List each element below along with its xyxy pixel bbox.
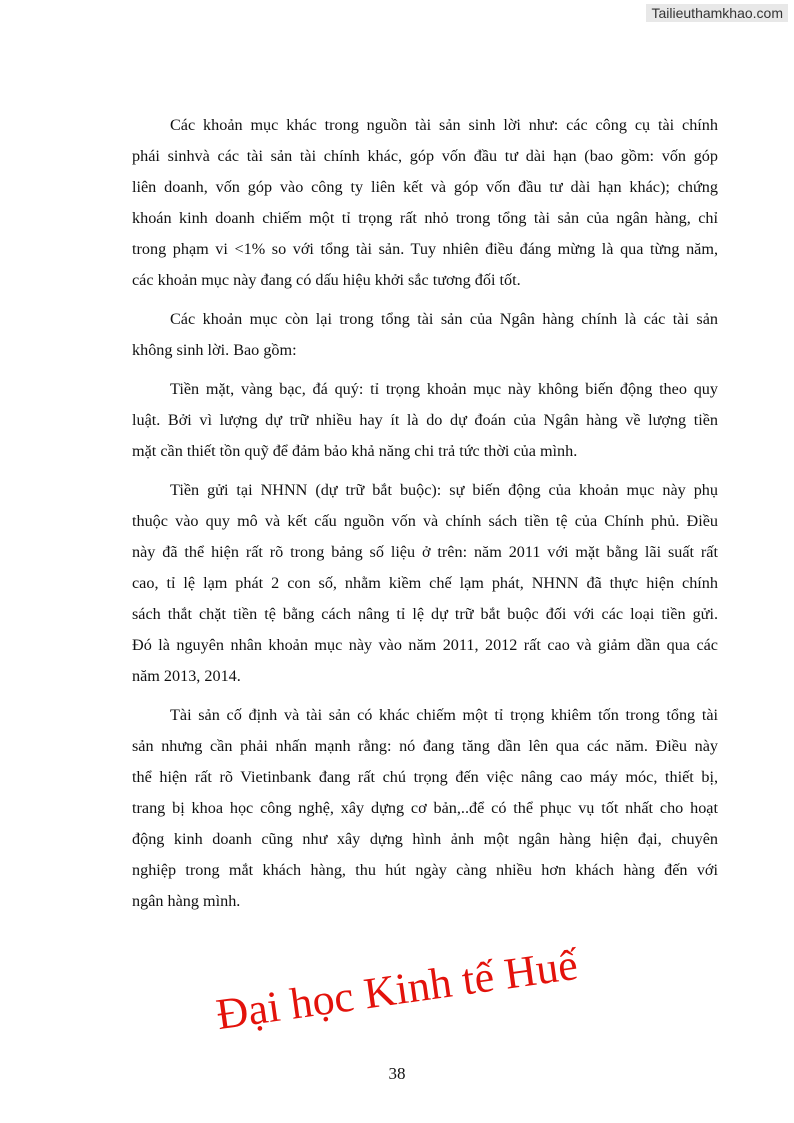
text-line: Tiền gửi tại NHNN (dự trữ bắt buộc): sự biến động của khoản mục này phụ xyxy=(170,481,718,499)
text-line: Tài sản cố định và tài sản có khác chiếm một tỉ trọng khiêm tốn trong tổng tài xyxy=(170,706,718,724)
paragraph xyxy=(132,374,718,467)
text-line: thể hiện rất rõ Vietinbank đang rất chú trọng đến việc nâng cao máy móc, thiết bị, xyxy=(132,768,718,786)
text-line: trang bị khoa học công nghệ, xây dựng cơ bản,..để có thể phục vụ tốt nhất cho hoạt xyxy=(132,799,718,817)
text-line: liên doanh, vốn góp vào công ty liên kết và góp vốn đầu tư dài hạn khác); chứng xyxy=(132,178,718,196)
text-line: sản nhưng cần phải nhấn mạnh rằng: nó đang tăng dần lên qua các năm. Điều này xyxy=(132,737,718,755)
text-line: phái sinhvà các tài sản tài chính khác, góp vốn đầu tư dài hạn (bao gồm: vốn góp xyxy=(132,147,718,165)
text-line: năm 2013, 2014. xyxy=(132,667,241,685)
text-line: Các khoản mục còn lại trong tổng tài sản của Ngân hàng chính là các tài sản xyxy=(170,310,718,328)
paragraph xyxy=(132,110,718,296)
text-line: này đã thể hiện rất rõ trong bảng số liệu ở trên: năm 2011 với mặt bằng lãi suất rất xyxy=(132,543,718,561)
text-line: luật. Bởi vì lượng dự trữ nhiều hay ít là do dự đoán của Ngân hàng về lượng tiền xyxy=(132,411,718,429)
document-body xyxy=(132,110,718,925)
text-line: các khoản mục này đang có dấu hiệu khởi sắc tương đối tốt. xyxy=(132,271,521,289)
paragraph xyxy=(132,475,718,692)
page-number: 38 xyxy=(388,1064,406,1083)
text-line: trong phạm vi <1% so với tổng tài sản. Tuy nhiên điều đáng mừng là qua từng năm, xyxy=(132,240,718,258)
text-line: cao, tỉ lệ lạm phát 2 con số, nhằm kiềm chế lạm phát, NHNN đã thực hiện chính xyxy=(132,574,718,592)
text-line: Các khoản mục khác trong nguồn tài sản sinh lời như: các công cụ tài chính xyxy=(170,116,718,134)
text-line: nghiệp trong mắt khách hàng, thu hút ngày càng nhiều hơn khách hàng đến với xyxy=(132,861,718,879)
watermark: Đại học Kinh tế Huế xyxy=(213,939,581,1040)
text-line: thuộc vào quy mô và kết cấu nguồn vốn và chính sách tiền tệ của Chính phủ. Điều xyxy=(132,512,718,530)
text-line: Đó là nguyên nhân khoản mục này vào năm 2011, 2012 rất cao và giảm dần qua các xyxy=(132,636,718,654)
text-line: khoán kinh doanh chiếm một tỉ trọng rất nhỏ trong tổng tài sản của ngân hàng, chỉ xyxy=(132,209,718,227)
text-line: mặt cần thiết tồn quỹ để đảm bảo khả năng chi trả tức thời của mình. xyxy=(132,442,578,460)
text-line: sách thắt chặt tiền tệ bằng cách nâng tỉ lệ dự trữ bắt buộc đối với các loại tiền gửi. xyxy=(132,605,718,623)
text-line: động kinh doanh cũng như xây dựng hình ảnh một ngân hàng hiện đại, chuyên xyxy=(132,830,718,848)
text-line: Tiền mặt, vàng bạc, đá quý: tỉ trọng khoản mục này không biến động theo quy xyxy=(170,380,718,398)
text-line: ngân hàng mình. xyxy=(132,892,241,910)
site-header-label: Tailieuthamkhao.com xyxy=(646,4,788,22)
paragraph xyxy=(132,304,718,366)
paragraph xyxy=(132,700,718,917)
text-line: không sinh lời. Bao gồm: xyxy=(132,341,297,359)
